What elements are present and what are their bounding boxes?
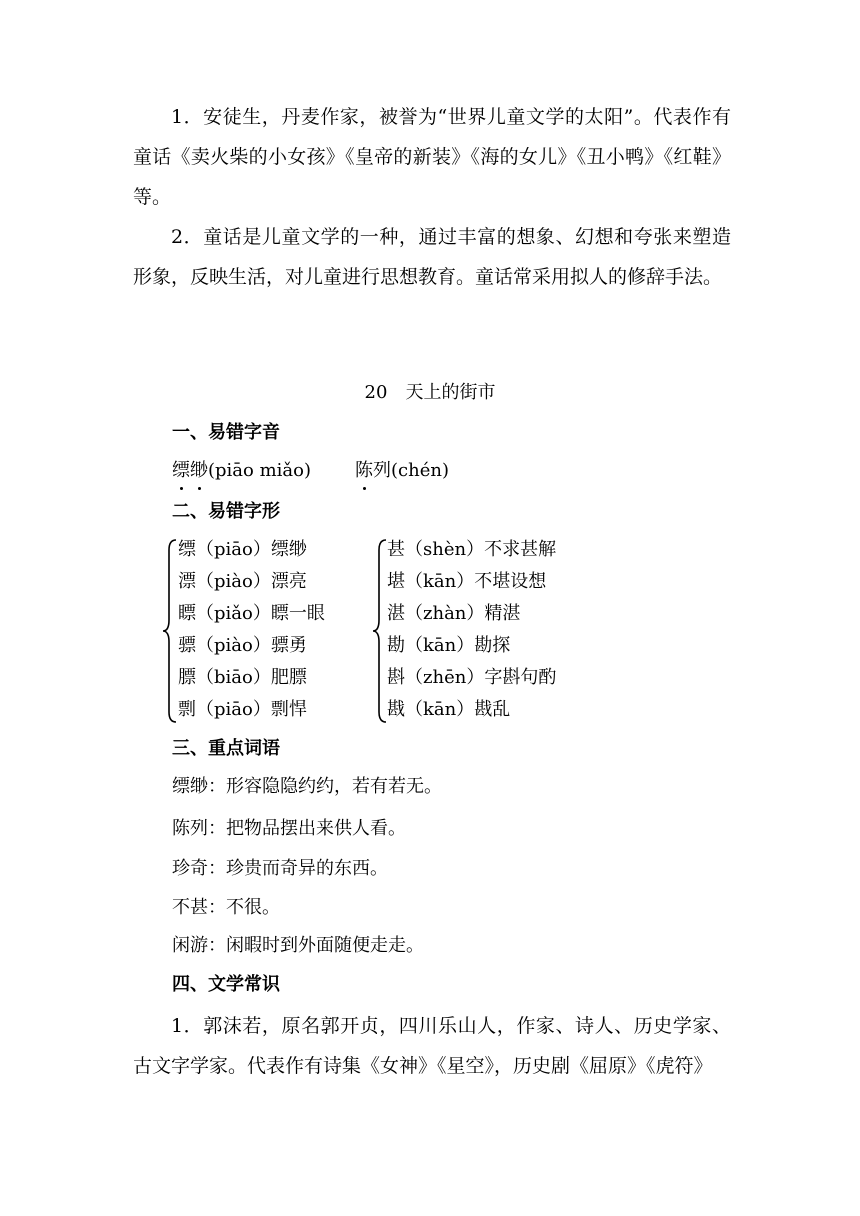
glyph-item: 缥（piāo）缥缈 — [178, 539, 307, 560]
glyph-item: 瞟（piǎo）瞟一眼 — [178, 603, 325, 624]
glyph-item: 骠（piào）骠勇 — [178, 635, 307, 656]
emphasis-char: 缥 — [172, 456, 190, 486]
literature-paragraph-1: 1．郭沫若，原名郭开贞，四川乐山人，作家、诗人、历史学家、古文字学家。代表作有诗集《女神》《星空》，历史剧《屈原》《虎符》 — [133, 1015, 731, 1077]
vocab-item: 不甚：不很。 — [172, 897, 280, 918]
emphasis-char: 缈 — [190, 456, 208, 486]
glyph-item: 戡（kān）戡乱 — [387, 699, 511, 720]
vocab-item: 陈列：把物品摆出来供人看。 — [172, 818, 406, 839]
lesson-title — [0, 378, 860, 408]
glyph-item: 斟（zhēn）字斟句酌 — [387, 667, 557, 688]
glyph-item: 剽（piāo）剽悍 — [178, 699, 307, 720]
emphasis-char: 陈 — [355, 456, 373, 486]
pinyin: (chén) — [391, 460, 449, 481]
glyph-item: 勘（kān）勘探 — [387, 635, 511, 656]
pinyin: (piāo miǎo) — [208, 460, 312, 481]
vocab-item: 缥缈：形容隐隐约约，若有若无。 — [172, 776, 442, 797]
glyph-item: 湛（zhàn）精湛 — [387, 603, 521, 624]
glyph-list-left — [178, 534, 325, 726]
normal-char: 列 — [373, 460, 392, 481]
glyph-item: 膘（biāo）肥膘 — [178, 667, 307, 688]
section-heading-glyphs: 二、易错字形 — [172, 501, 280, 522]
right-brace-icon — [372, 538, 388, 724]
glyph-item: 堪（kān）不堪设想 — [387, 571, 547, 592]
section-heading-pronunciation: 一、易错字音 — [172, 422, 280, 443]
pronunciation-line — [172, 456, 449, 486]
vocab-item: 珍奇：珍贵而奇异的东西。 — [172, 858, 388, 879]
section-heading-literature: 四、文学常识 — [172, 974, 280, 995]
glyph-list-right — [387, 534, 556, 726]
lesson-number: 20 — [364, 382, 388, 403]
lesson-title-text: 天上的街市 — [405, 382, 496, 403]
intro-paragraph-1: 1．安徒生，丹麦作家，被誉为“世界儿童文学的太阳”。代表作有童话《卖火柴的小女孩》《皇帝的新装》《海的女儿》《丑小鸭》《红鞋》等。 — [133, 106, 731, 208]
intro-paragraph-2: 2．童话是儿童文学的一种，通过丰富的想象、幻想和夸张来塑造形象，反映生活，对儿童进行思想教育。童话常采用拟人的修辞手法。 — [133, 226, 731, 288]
glyph-item: 漂（piào）漂亮 — [178, 571, 307, 592]
section-heading-vocabulary: 三、重点词语 — [172, 738, 280, 759]
glyph-item: 甚（shèn）不求甚解 — [387, 539, 557, 560]
vocab-item: 闲游：闲暇时到外面随便走走。 — [172, 935, 424, 956]
left-brace-icon — [162, 538, 178, 724]
